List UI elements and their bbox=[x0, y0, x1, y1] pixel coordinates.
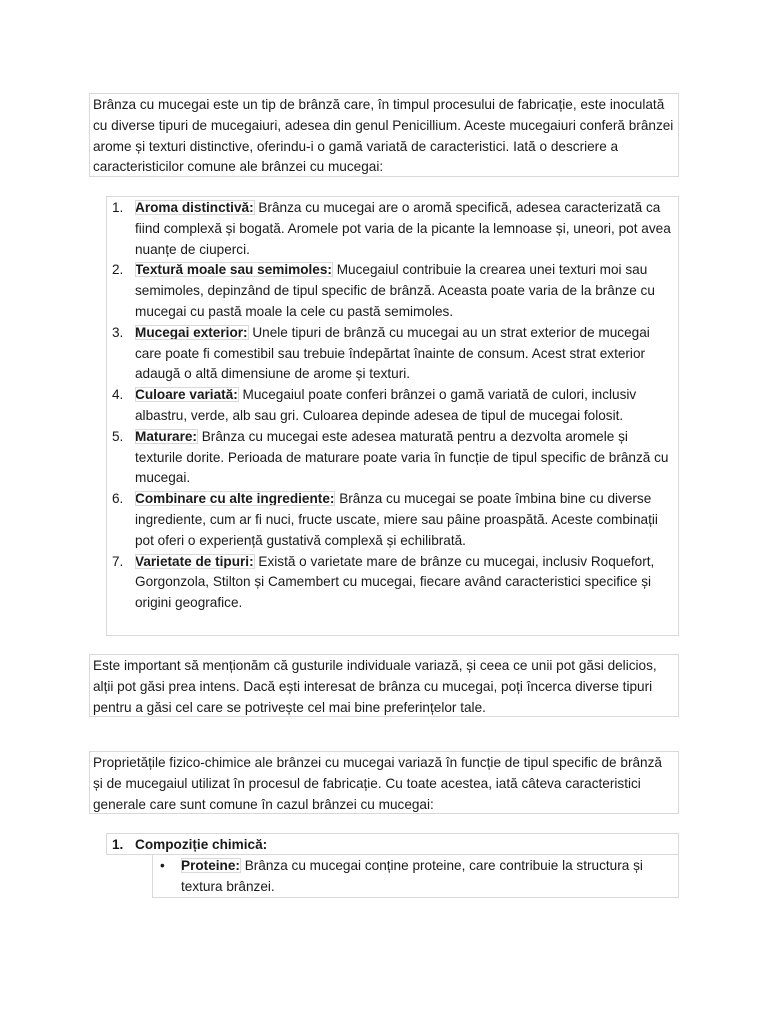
list-term: Mucegai exterior: bbox=[135, 324, 248, 340]
bullet-text: Brânza cu mucegai conține proteine, care contribuie la structura și textura brânzei. bbox=[181, 858, 643, 894]
list-number: 5. bbox=[112, 428, 124, 444]
properties-bullet-list bbox=[152, 854, 679, 898]
note-text: Este important să menționăm că gusturile individuale variază, și ceea ce unii pot găsi delicios, alții pot găsi prea intens. Dacă ești interesat de brânza cu mucegai, poți încerca diverse tipuri pentru a găsi cel care se potrivește cel mai bine preferințelor tale. bbox=[93, 658, 657, 715]
properties-intro-text: Proprietățile fizico-chimice ale brânzei cu mucegai variază în funcție de tipul specific de brânză și de mucegaiul utilizat în procesul de fabricație. Cu toate acestea, iată câteva caracteristici generale care sunt comune în cazul brânzei cu mucegai: bbox=[93, 755, 662, 812]
list-text: Brânza cu mucegai este adesea maturată pentru a dezvolta aromele și texturile dorite. Perioada de maturare poate varia în funcție de tipul specific de brânză cu mucegai. bbox=[135, 428, 669, 486]
properties-heading bbox=[107, 835, 678, 856]
list-item bbox=[107, 552, 678, 614]
list-text: Există o varietate mare de brânze cu mucegai, inclusiv Roquefort, Gorgonzola, Stilton și Camembert cu mucegai, fiecare având caracteristici specifice și origini geografice. bbox=[135, 553, 655, 611]
list-text: Mucegaiul contribuie la crearea unei texturi moi sau semimoles, depinzând de tipul specific de brânză. Aceasta poate varia de la brânze cu mucegai cu pastă moale la cele cu pastă semimoles. bbox=[135, 262, 655, 319]
bullet-term: Proteine: bbox=[181, 858, 240, 873]
list-number: 4. bbox=[112, 387, 124, 403]
list-term: Varietate de tipuri: bbox=[135, 553, 254, 569]
list-number: 7. bbox=[112, 553, 124, 569]
list-number: 6. bbox=[112, 491, 124, 507]
list-number: 1. bbox=[112, 837, 124, 852]
list-item bbox=[107, 198, 678, 260]
bullet-symbol: • bbox=[160, 858, 165, 873]
list-text: Brânza cu mucegai are o aromă specifică, adesea caracterizată ca fiind complexă și bogată. Aromele pot varia de la picante la lemnoase și, uneori, pot avea nuanțe de ciuperci. bbox=[135, 200, 671, 257]
list-text: Brânza cu mucegai se poate îmbina bine cu diverse ingrediente, cum ar fi nuci, fructe uscate, miere sau pâine proaspătă. Aceste combinații pot oferi o experiență gustativă complexă și echilibrată. bbox=[135, 491, 658, 548]
list-term: Textură moale sau semimoles: bbox=[135, 262, 332, 278]
list-number: 3. bbox=[112, 324, 124, 340]
list-item bbox=[107, 260, 678, 322]
list-term: Culoare variată: bbox=[135, 387, 238, 403]
note-paragraph bbox=[89, 654, 679, 717]
list-number: 1. bbox=[112, 200, 124, 215]
list-term: Maturare: bbox=[135, 428, 197, 444]
list-text: Unele tipuri de brânză cu mucegai au un strat exterior de mucegai care poate fi comestibil sau trebuie îndepărtat înainte de consum. Acest strat exterior adaugă o altă dimensiune de arome și texturi. bbox=[135, 324, 650, 382]
list-item bbox=[107, 385, 678, 427]
list-number: 2. bbox=[112, 262, 124, 278]
intro-paragraph bbox=[89, 93, 679, 177]
properties-list bbox=[106, 833, 679, 855]
list-term: Aroma distinctivă: bbox=[135, 200, 254, 215]
list-text: Mucegaiul poate conferi brânzei o gamă variată de culori, inclusiv albastru, verde, alb sau gri. Culoarea depinde adesea de tipul de mucegai folosit. bbox=[135, 387, 637, 423]
bullet-item bbox=[153, 856, 678, 898]
list-item bbox=[107, 323, 678, 385]
properties-intro-paragraph bbox=[89, 751, 679, 814]
list-item bbox=[107, 427, 678, 489]
characteristics-list bbox=[106, 196, 679, 636]
intro-text: Brânza cu mucegai este un tip de brânză care, în timpul procesului de fabricație, este inoculată cu diverse tipuri de mucegaiuri, adesea din genul Penicillium. Aceste mucegaiuri conferă brânzei arome și texturi distinctive, oferindu-i o gamă variată de caracteristici. Iată o descriere a caracteristicilor comune ale brânzei cu mucegai: bbox=[93, 97, 674, 175]
properties-heading-text: Compoziție chimică: bbox=[135, 837, 268, 852]
list-term: Combinare cu alte ingrediente: bbox=[135, 491, 335, 507]
list-item bbox=[107, 489, 678, 551]
